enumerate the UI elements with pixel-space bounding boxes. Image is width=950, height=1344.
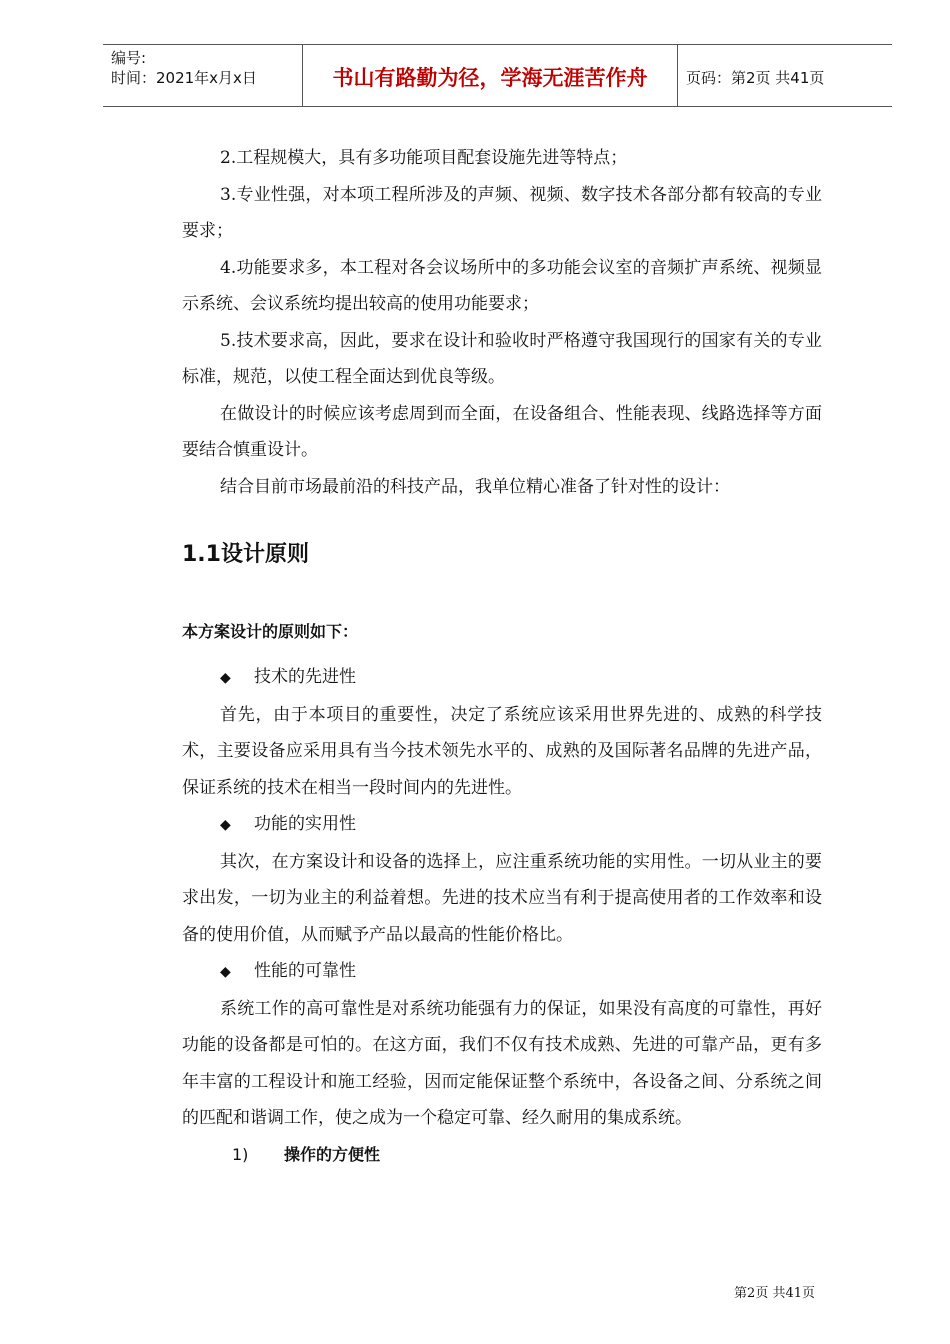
header-page-cell [678,45,892,106]
principle-title: 功能的实用性 [254,814,356,834]
page-header [103,44,892,107]
numbered-heading [182,1137,822,1174]
principle-heading [182,806,822,844]
paragraph-item-5: 5.技术要求高，因此，要求在设计和验收时严格遵守我国现行的国家有关的专业标准，规范，以使工程全面达到优良等级。 [182,330,822,387]
principle-body: 系统工作的高可靠性是对系统功能强有力的保证，如果没有高度的可靠性，再好功能的设备都是可怕的。在这方面，我们不仅有技术成熟、先进的可靠产品，更有多年丰富的工程设计和施工经验，因而定能保证整个系统中，各设备之间、分系统之间的匹配和谐调工作，使之成为一个稳定可靠、经久耐用的集成系统。 [182,998,822,1128]
section-title: 1.1设计原则 [182,542,309,567]
principle-body: 其次，在方案设计和设备的选择上，应注重系统功能的实用性。一切从业主的要求出发，一切为业主的利益着想。先进的技术应当有利于提高使用者的工作效率和设备的使用价值，从而赋予产品以最高的性能价格比。 [182,851,822,945]
paragraph-design-note: 在做设计的时候应该考虑周到而全面，在设备组合、性能表现、线路选择等方面要结合慎重设计。 [182,403,822,460]
numbered-title: 操作的方便性 [284,1144,381,1164]
principles-intro: 本方案设计的原则如下： [182,622,359,641]
time-label: 时间：2021年x月x日 [111,69,257,87]
principle-body: 首先，由于本项目的重要性，决定了系统应该采用世界先进的、成熟的科学技术，主要设备应采用具有当今技术领先水平的、成熟的及国际著名品牌的先进产品，保证系统的技术在相当一段时间内的先进性。 [182,704,822,798]
paragraph-design-intro: 结合目前市场最前沿的科技产品，我单位精心准备了针对性的设计： [220,476,730,497]
diamond-bullet-icon: ◆ [220,817,231,833]
document-body [182,140,822,1173]
numbered-index: 1) [232,1144,249,1164]
header-motto: 书山有路勤为径，学海无涯苦作舟 [332,66,648,90]
diamond-bullet-icon: ◆ [220,670,231,686]
header-meta-cell [103,45,303,106]
code-label: 编号: [111,49,147,67]
page-footer: 第2页 共41页 [734,1286,815,1301]
paragraph-item-2: 2.工程规模大，具有多功能项目配套设施先进等特点； [220,148,628,168]
principle-heading [182,953,822,991]
paragraph-item-4: 4.功能要求多，本工程对各会议场所中的多功能会议室的音频扩声系统、视频显示系统、会议系统均提出较高的使用功能要求； [182,257,822,314]
header-motto-cell [303,45,678,106]
header-page-info: 页码：第2页 共41页 [686,69,825,87]
principle-title: 技术的先进性 [254,667,356,687]
principle-title: 性能的可靠性 [254,961,356,981]
diamond-bullet-icon: ◆ [220,964,231,980]
principle-heading [182,659,822,697]
paragraph-item-3: 3.专业性强，对本项工程所涉及的声频、视频、数字技术各部分都有较高的专业要求； [182,184,822,241]
